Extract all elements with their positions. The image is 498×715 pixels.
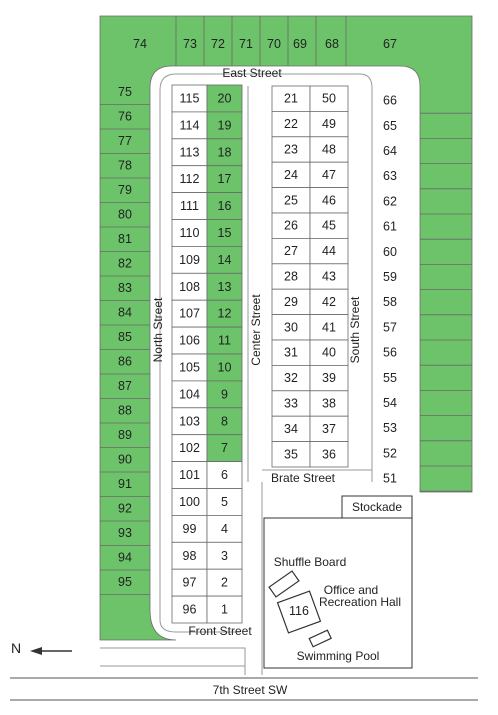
lot-number: 9 xyxy=(221,387,228,402)
lot-number: 67 xyxy=(383,37,397,51)
lot-number: 100 xyxy=(179,494,200,509)
lot-number: 85 xyxy=(118,330,132,344)
lot-number: 42 xyxy=(322,294,336,309)
lot-number: 83 xyxy=(118,281,132,295)
lot-number: 84 xyxy=(118,305,132,320)
lot-number: 95 xyxy=(118,575,132,589)
lot-number: 105 xyxy=(179,360,200,375)
lot-number: 115 xyxy=(179,91,200,106)
lot-number: 21 xyxy=(284,91,298,106)
lot-number: 13 xyxy=(217,279,232,294)
lot-number: 32 xyxy=(284,371,298,386)
center-street-label: Center Street xyxy=(249,294,263,366)
lot-number: 102 xyxy=(179,441,200,456)
lot-number: 37 xyxy=(322,421,336,436)
lot-number: 93 xyxy=(118,526,132,540)
stockade-label: Stockade xyxy=(351,500,403,514)
lot-number: 108 xyxy=(179,279,200,294)
lot-number: 107 xyxy=(179,306,200,321)
lot-number: 27 xyxy=(284,244,298,259)
lot-number: 55 xyxy=(383,370,397,385)
lot-number: 16 xyxy=(217,199,232,214)
lot-number: 11 xyxy=(218,333,231,348)
lot-number: 25 xyxy=(284,193,298,208)
lot-number: 97 xyxy=(182,575,197,590)
swimming-pool-label: Swimming Pool xyxy=(296,649,380,663)
lot-number: 52 xyxy=(383,446,397,461)
lot-number: 74 xyxy=(133,37,147,51)
lot-number: 51 xyxy=(383,471,397,486)
office-label-line2: Recreation Hall xyxy=(318,595,402,609)
seventh-street-label: 7th Street SW xyxy=(212,683,288,697)
lot-number: 98 xyxy=(182,548,197,563)
lot-number: 89 xyxy=(118,428,132,442)
lot-number: 57 xyxy=(383,320,397,335)
lot-number: 76 xyxy=(118,109,132,124)
lot-number: 33 xyxy=(284,396,298,411)
lot-number: 45 xyxy=(322,218,336,233)
lot-number: 49 xyxy=(322,117,336,132)
lot-number: 114 xyxy=(179,118,200,133)
lot-number: 6 xyxy=(221,468,228,483)
lot-number: 44 xyxy=(322,244,336,259)
front-street-label: Front Street xyxy=(188,624,252,638)
lot-number: 87 xyxy=(118,379,132,393)
lot-number: 73 xyxy=(183,37,197,51)
lot-number: 80 xyxy=(118,207,132,222)
lot-number: 28 xyxy=(284,269,298,284)
lot-number: 53 xyxy=(383,421,397,436)
lot-number: 70 xyxy=(267,37,281,51)
lot-number: 79 xyxy=(118,183,132,197)
lot-116-label: 116 xyxy=(289,604,309,618)
lot-number: 92 xyxy=(118,501,132,516)
lot-number: 20 xyxy=(217,91,232,106)
lot-number: 46 xyxy=(322,193,336,208)
lot-number: 8 xyxy=(221,414,228,429)
lot-number: 71 xyxy=(239,37,253,51)
lot-number: 23 xyxy=(284,142,298,157)
lot-number: 68 xyxy=(325,37,339,51)
lot-number: 40 xyxy=(322,345,336,360)
office-label-line1: Office and xyxy=(323,583,379,597)
lot-number: 90 xyxy=(118,452,132,467)
lot-number: 4 xyxy=(221,521,228,536)
lot-number: 12 xyxy=(217,306,232,321)
lot-number: 36 xyxy=(322,447,336,462)
lot-number: 81 xyxy=(118,232,132,246)
lot-number: 86 xyxy=(118,354,132,369)
lot-number: 82 xyxy=(118,256,132,271)
lot-number: 39 xyxy=(322,371,336,386)
lot-number: 24 xyxy=(284,167,298,182)
lot-number: 111 xyxy=(179,199,200,214)
lot-number: 30 xyxy=(284,320,298,335)
north-street-label: North Street xyxy=(151,297,165,363)
lot-number: 19 xyxy=(217,118,232,133)
lot-number: 113 xyxy=(179,145,200,160)
lot-number: 104 xyxy=(179,387,200,402)
lot-number: 1 xyxy=(221,602,228,617)
lot-number: 94 xyxy=(118,550,132,565)
lot-number: 75 xyxy=(118,85,132,99)
lot-number: 29 xyxy=(284,294,298,309)
lot-number: 110 xyxy=(179,225,200,240)
lot-number: 22 xyxy=(284,117,298,132)
lot-number: 106 xyxy=(179,333,200,348)
lot-number: 103 xyxy=(179,414,200,429)
lot-number: 5 xyxy=(221,494,228,509)
lot-number: 17 xyxy=(217,172,232,187)
lot-number: 48 xyxy=(322,142,336,157)
lot-number: 50 xyxy=(322,91,336,106)
lot-number: 69 xyxy=(293,37,307,51)
lot-number: 88 xyxy=(118,403,132,418)
lot-number: 60 xyxy=(383,244,397,259)
lot-number: 43 xyxy=(322,269,336,284)
lot-number: 96 xyxy=(182,602,197,617)
brate-street-label: Brate Street xyxy=(270,471,336,485)
lot-number: 38 xyxy=(322,396,336,411)
lot-number: 63 xyxy=(383,169,397,184)
lot-number: 35 xyxy=(284,447,298,462)
lot-number: 2 xyxy=(221,575,228,590)
lot-number: 7 xyxy=(221,441,228,456)
lot-number: 64 xyxy=(383,144,397,158)
lot-number: 3 xyxy=(221,548,228,563)
lot-number: 54 xyxy=(383,396,397,410)
lot-number: 77 xyxy=(118,134,132,148)
lot-number: 101 xyxy=(179,468,200,483)
lot-number: 61 xyxy=(383,219,397,234)
south-street-label: South Street xyxy=(348,296,362,364)
lot-number: 31 xyxy=(284,345,298,360)
lot-number: 91 xyxy=(118,477,132,491)
lot-number: 47 xyxy=(322,167,336,182)
shuffle-board-label: Shuffle Board xyxy=(273,555,347,569)
lot-number: 112 xyxy=(179,172,200,187)
lot-number: 99 xyxy=(182,521,197,536)
lot-number: 56 xyxy=(383,345,397,360)
compass-arrow-icon xyxy=(30,647,42,655)
compass-label: N xyxy=(10,640,22,656)
lot-number: 62 xyxy=(383,194,397,209)
lot-number: 72 xyxy=(211,37,225,51)
lot-number: 15 xyxy=(217,225,232,240)
lot-number: 58 xyxy=(383,295,397,310)
lot-number: 41 xyxy=(322,320,336,335)
lot-number: 14 xyxy=(217,252,232,267)
lot-number: 18 xyxy=(217,145,232,160)
lot-number: 10 xyxy=(217,360,232,375)
lot-number: 65 xyxy=(383,118,397,133)
east-street-label: East Street xyxy=(222,66,282,80)
lot-number: 66 xyxy=(383,93,397,108)
lot-number: 78 xyxy=(118,158,132,173)
lot-number: 109 xyxy=(179,252,200,267)
lot-number: 26 xyxy=(284,218,298,233)
lot-number: 34 xyxy=(284,421,298,436)
lot-number: 59 xyxy=(383,270,397,284)
